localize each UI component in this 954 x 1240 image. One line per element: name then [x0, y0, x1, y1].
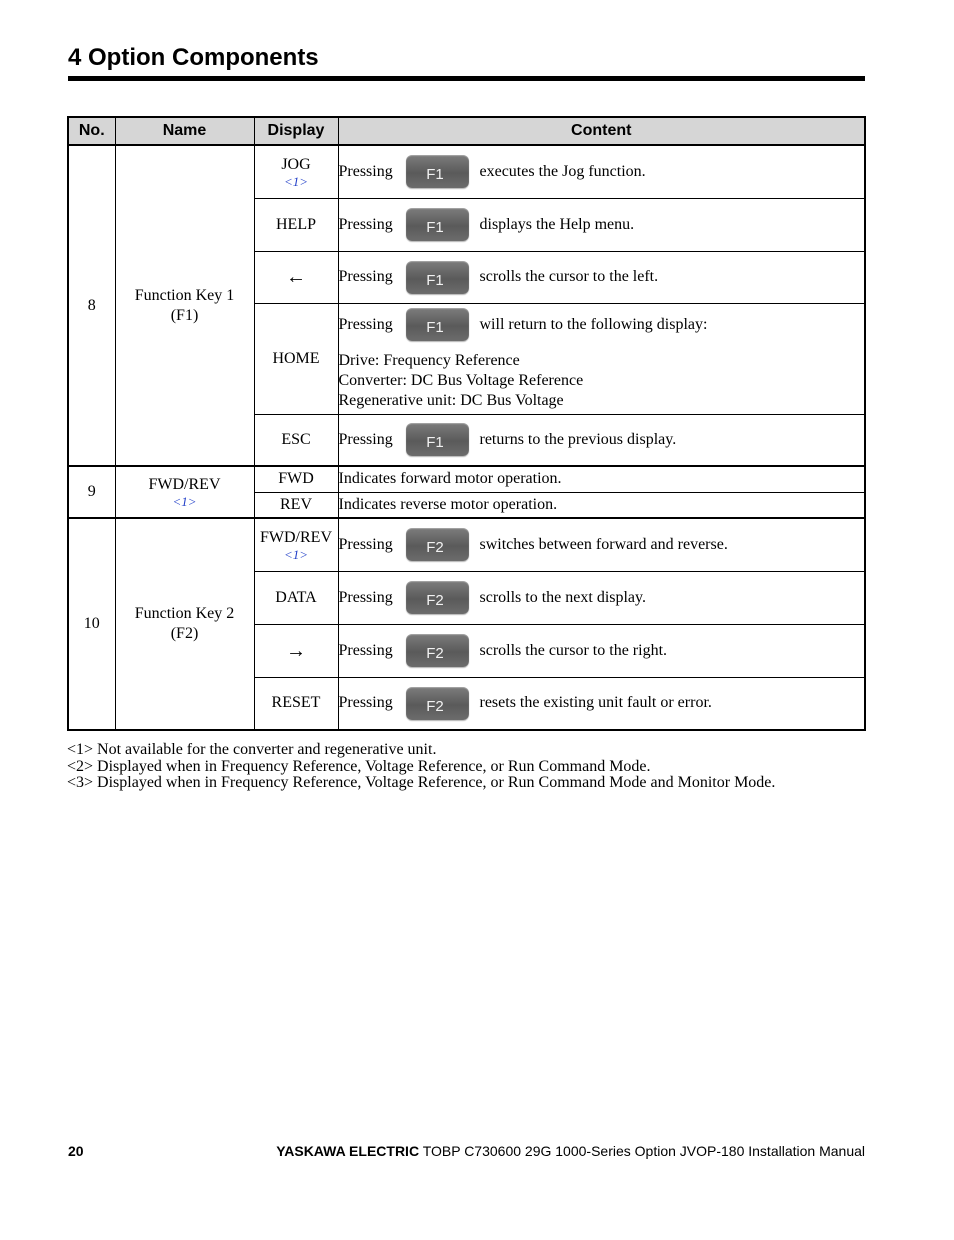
f1-key-icon: F1	[406, 208, 469, 241]
table-header-row	[68, 117, 865, 145]
header-display: Display	[254, 117, 338, 145]
footer-brand: YASKAWA ELECTRIC	[276, 1143, 420, 1159]
f1-key-icon: F1	[406, 308, 469, 341]
f2-key-icon: F2	[406, 528, 469, 561]
content-cell	[338, 145, 865, 198]
display-label: JOG	[281, 155, 311, 173]
f2-key-icon: F2	[406, 581, 469, 614]
footnote-ref: <1>	[283, 173, 309, 189]
header-content: Content	[338, 117, 865, 145]
footnote: <3> Displayed when in Frequency Reference, Voltage Reference, or Run Command Mode and Monitor Mode.	[67, 774, 776, 791]
display-cell	[254, 145, 338, 198]
display-cell-right-arrow: →	[254, 624, 338, 677]
footnote-ref: <1>	[283, 546, 309, 562]
row-name	[115, 466, 254, 518]
display-cell: DATA	[254, 571, 338, 624]
press-word: Pressing	[338, 215, 393, 233]
display-cell: HOME	[254, 303, 338, 414]
title-rule	[68, 76, 865, 81]
content-cell	[338, 518, 865, 571]
section-title: 4 Option Components	[68, 44, 319, 71]
name-line: Function Key 2	[134, 605, 235, 622]
press-word: Pressing	[338, 641, 393, 659]
row-number: 8	[68, 145, 115, 466]
content-text: executes the Jog function.	[479, 162, 646, 180]
content-cell	[338, 677, 865, 730]
home-display-line: Regenerative unit: DC Bus Voltage	[338, 391, 564, 409]
content-text: returns to the previous display.	[479, 430, 677, 448]
name-line: (F2)	[170, 625, 199, 642]
content-text: switches between forward and reverse.	[479, 535, 728, 553]
content-cell	[338, 571, 865, 624]
footer-title-text: TOBP C730600 29G 1000-Series Option JVOP-180 Installation Manual	[419, 1143, 865, 1159]
footnote-ref: <1>	[172, 494, 197, 509]
header-name: Name	[115, 117, 254, 145]
press-word: Pressing	[338, 162, 393, 180]
page-number: 20	[68, 1143, 84, 1159]
display-label: FWD/REV	[260, 528, 332, 546]
content-cell	[338, 624, 865, 677]
row-number: 9	[68, 466, 115, 518]
f1-key-icon: F1	[406, 155, 469, 188]
footnote: <1> Not available for the converter and regenerative unit.	[67, 741, 437, 758]
display-cell: REV	[254, 492, 338, 518]
content-text: scrolls to the next display.	[479, 588, 646, 606]
header-no: No.	[68, 117, 115, 145]
footer-doc-title	[276, 1143, 865, 1159]
content-cell	[338, 414, 865, 466]
f2-key-icon: F2	[406, 634, 469, 667]
content-cell	[338, 303, 865, 414]
footnote: <2> Displayed when in Frequency Reference, Voltage Reference, or Run Command Mode.	[67, 757, 651, 775]
content-cell	[338, 198, 865, 251]
f1-key-icon: F1	[406, 423, 469, 456]
option-components-table	[67, 116, 866, 731]
press-word: Pressing	[338, 588, 393, 606]
content-cell: Indicates reverse motor operation.	[338, 492, 865, 518]
press-word: Pressing	[338, 268, 393, 285]
content-text: scrolls the cursor to the left.	[479, 268, 659, 285]
content-text: resets the existing unit fault or error.	[479, 694, 712, 712]
display-cell: RESET	[254, 677, 338, 730]
content-cell: Indicates forward motor operation.	[338, 466, 865, 492]
content-cell	[338, 251, 865, 303]
table-row	[68, 145, 865, 198]
footnotes	[67, 742, 775, 792]
display-cell	[254, 518, 338, 571]
press-word: Pressing	[338, 430, 393, 448]
home-display-line: Converter: DC Bus Voltage Reference	[338, 371, 584, 389]
name-line: Function Key 1	[134, 286, 235, 304]
f2-key-icon: F2	[406, 687, 469, 720]
table-row	[68, 518, 865, 571]
display-cell: FWD	[254, 466, 338, 492]
row-number: 10	[68, 518, 115, 730]
f1-key-icon: F1	[406, 261, 469, 294]
content-text: will return to the following display:	[479, 315, 708, 333]
name-line: FWD/REV	[148, 476, 221, 493]
display-cell: HELP	[254, 198, 338, 251]
row-name	[115, 518, 254, 730]
press-word: Pressing	[338, 535, 393, 553]
name-line: (F1)	[170, 306, 199, 324]
content-text: displays the Help menu.	[479, 215, 635, 233]
table-row	[68, 466, 865, 492]
display-cell: ESC	[254, 414, 338, 466]
home-display-line: Drive: Frequency Reference	[338, 351, 520, 369]
row-name	[115, 145, 254, 466]
press-word: Pressing	[338, 694, 393, 712]
display-cell-left-arrow: ←	[254, 251, 338, 303]
content-text: scrolls the cursor to the right.	[479, 641, 668, 659]
press-word: Pressing	[338, 315, 393, 333]
